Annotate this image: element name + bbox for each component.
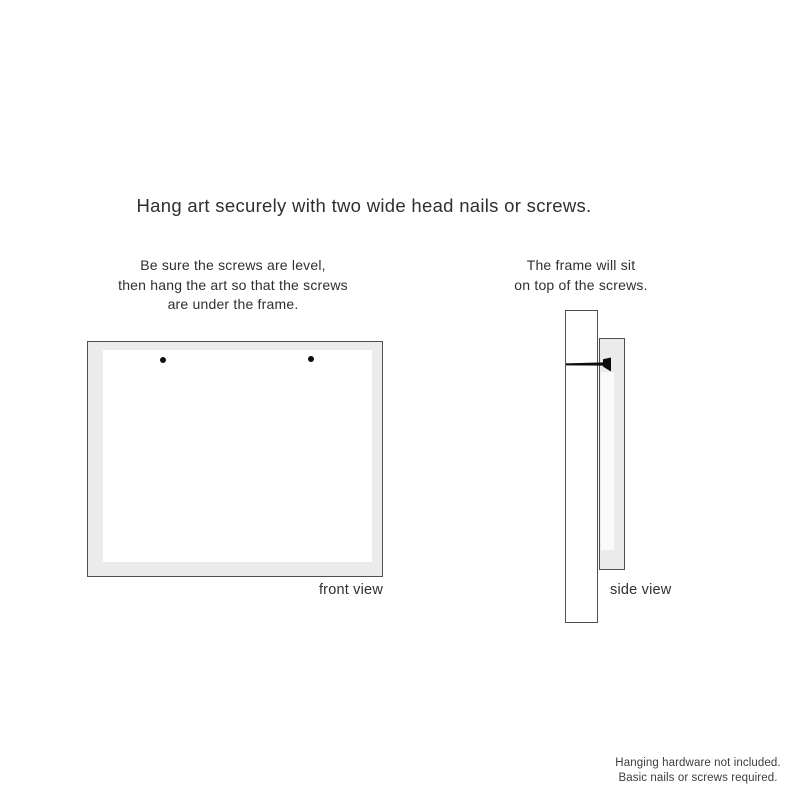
screw-dot-right	[308, 356, 314, 362]
side-view-label: side view	[610, 582, 672, 598]
side-view-instructions	[481, 256, 681, 295]
screw-dot-left	[160, 357, 166, 363]
disclaimer-line: Hanging hardware not included.	[615, 757, 781, 769]
footer-disclaimer	[598, 756, 798, 786]
nail-icon	[565, 356, 612, 373]
instruction-line: The frame will sit	[526, 257, 636, 273]
front-view-frame	[87, 341, 383, 577]
front-view-label: front view	[318, 582, 383, 598]
instruction-line: then hang the art so that the screws	[118, 276, 348, 293]
instruction-line: Be sure the screws are level,	[140, 257, 326, 273]
frame-side-inset	[601, 372, 614, 550]
disclaimer-line: Basic nails or screws required.	[618, 772, 778, 784]
page-title: Hang art securely with two wide head nails or screws.	[136, 195, 592, 216]
instruction-line: are under the frame.	[167, 296, 299, 312]
front-view-instructions	[83, 256, 383, 315]
instruction-line: on top of the screws.	[514, 276, 648, 293]
frame-mat-opening	[103, 350, 372, 562]
